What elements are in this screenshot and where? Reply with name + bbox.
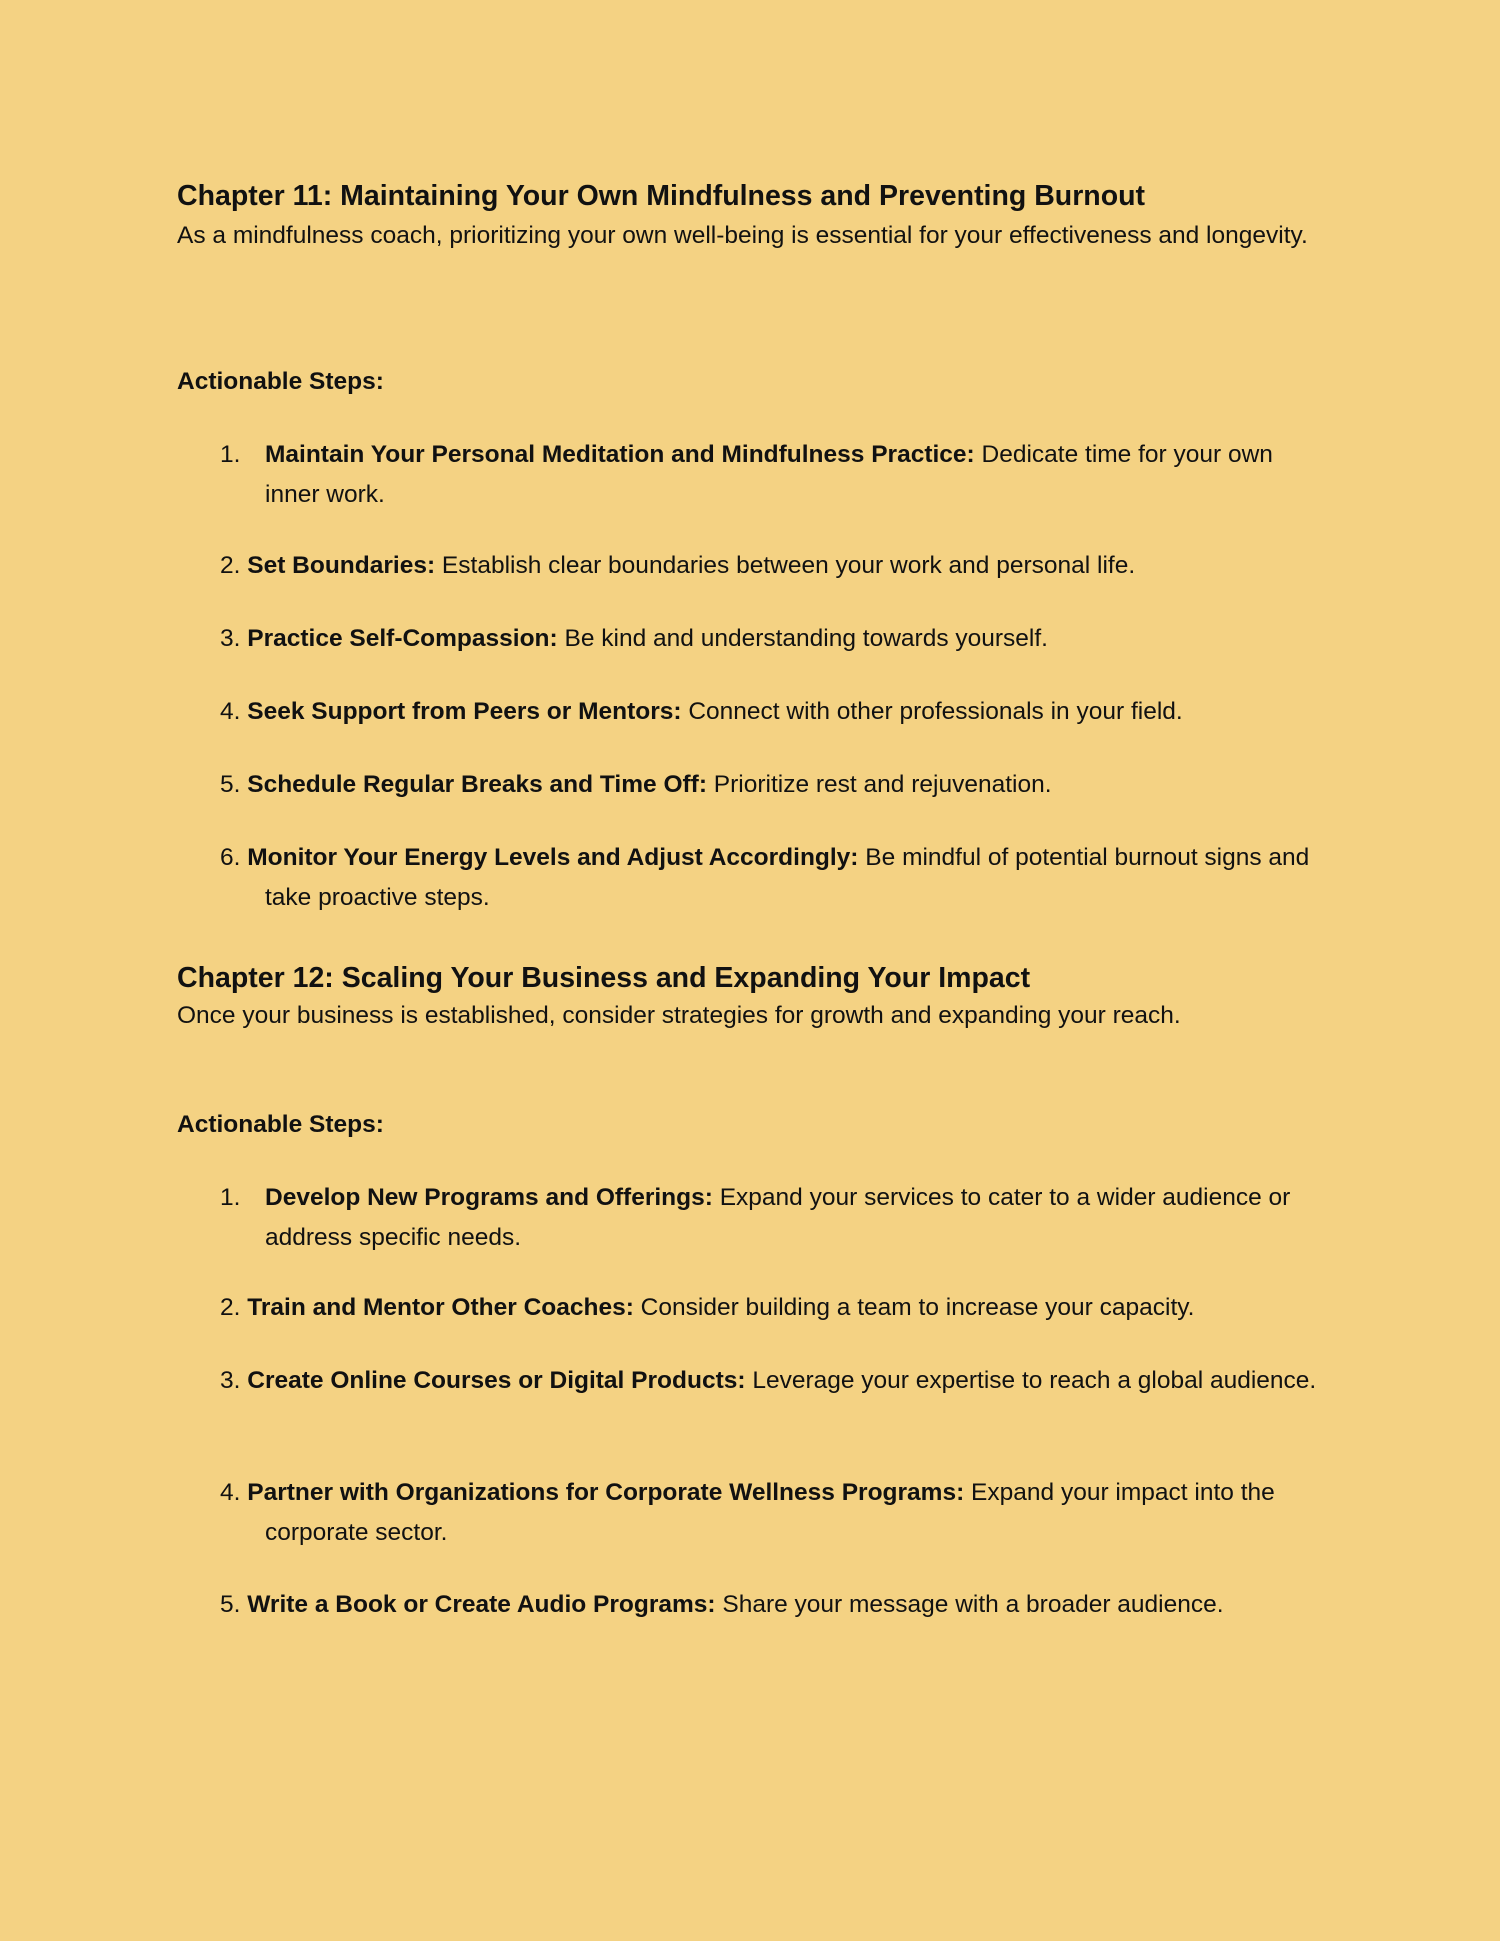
list-number: 4. (220, 698, 241, 725)
list-item-text: Share your message with a broader audience. (715, 1591, 1224, 1618)
list-number: 2. (220, 1294, 241, 1321)
list-item-title: Create Online Courses or Digital Products: (247, 1367, 746, 1394)
list-item-text: Expand your impact into the corporate sector. (265, 1479, 1275, 1546)
list-item-text: Leverage your expertise to reach a global audience. (745, 1367, 1317, 1394)
list-item-title: Partner with Organizations for Corporate Wellness Programs: (247, 1479, 965, 1506)
list-item-title: Schedule Regular Breaks and Time Off: (247, 771, 707, 798)
chapter-11-steps-heading: Actionable Steps: (177, 368, 384, 395)
list-number: 1. (220, 441, 241, 468)
list-number: 5. (220, 771, 241, 798)
list-item-text: Consider building a team to increase your capacity. (633, 1294, 1195, 1321)
list-number: 6. (220, 844, 241, 871)
chapter-12-intro: Once your business is established, consider strategies for growth and expanding your reach. (177, 1002, 1181, 1029)
list-item (220, 435, 1327, 515)
list-item (220, 1178, 1327, 1258)
list-item-text: Connect with other professionals in your field. (681, 698, 1183, 725)
list-item-title: Seek Support from Peers or Mentors: (247, 698, 682, 725)
chapter-11-title: Chapter 11: Maintaining Your Own Mindfulness and Preventing Burnout (177, 180, 1146, 212)
list-item-title: Develop New Programs and Offerings: (265, 1184, 713, 1211)
list-item (220, 1473, 1330, 1553)
list-item (220, 619, 1330, 659)
list-item-text: Be mindful of potential burnout signs and take proactive steps. (265, 844, 1310, 911)
list-item (220, 1288, 1330, 1328)
list-item-text: Be kind and understanding towards yourself. (557, 625, 1048, 652)
list-item (220, 692, 1330, 732)
list-item-text: Dedicate time for your own inner work. (265, 441, 1273, 508)
list-item-title: Monitor Your Energy Levels and Adjust Accordingly: (247, 844, 859, 871)
list-number: 3. (220, 625, 241, 652)
list-item (220, 1585, 1330, 1625)
list-item (220, 838, 1330, 918)
list-item-text: Expand your services to cater to a wider audience or address specific needs. (265, 1184, 1291, 1251)
list-item-title: Set Boundaries: (247, 552, 436, 579)
list-item-title: Practice Self-Compassion: (247, 625, 558, 652)
chapter-12-title: Chapter 12: Scaling Your Business and Expanding Your Impact (177, 962, 1031, 994)
list-number: 1. (220, 1184, 241, 1211)
list-number: 3. (220, 1367, 241, 1394)
list-item (220, 1361, 1330, 1401)
list-item (220, 546, 1330, 586)
list-item-title: Write a Book or Create Audio Programs: (247, 1591, 716, 1618)
list-item-title: Maintain Your Personal Meditation and Mindfulness Practice: (265, 441, 975, 468)
list-item (220, 765, 1330, 805)
chapter-11-intro: As a mindfulness coach, prioritizing your own well-being is essential for your effectiveness and longevity. (177, 222, 1308, 249)
list-number: 4. (220, 1479, 241, 1506)
chapter-12-steps-heading: Actionable Steps: (177, 1111, 384, 1138)
list-item-text: Establish clear boundaries between your work and personal life. (435, 552, 1136, 579)
list-number: 5. (220, 1591, 241, 1618)
list-item-title: Train and Mentor Other Coaches: (247, 1294, 634, 1321)
list-item-text: Prioritize rest and rejuvenation. (706, 771, 1052, 798)
list-number: 2. (220, 552, 241, 579)
